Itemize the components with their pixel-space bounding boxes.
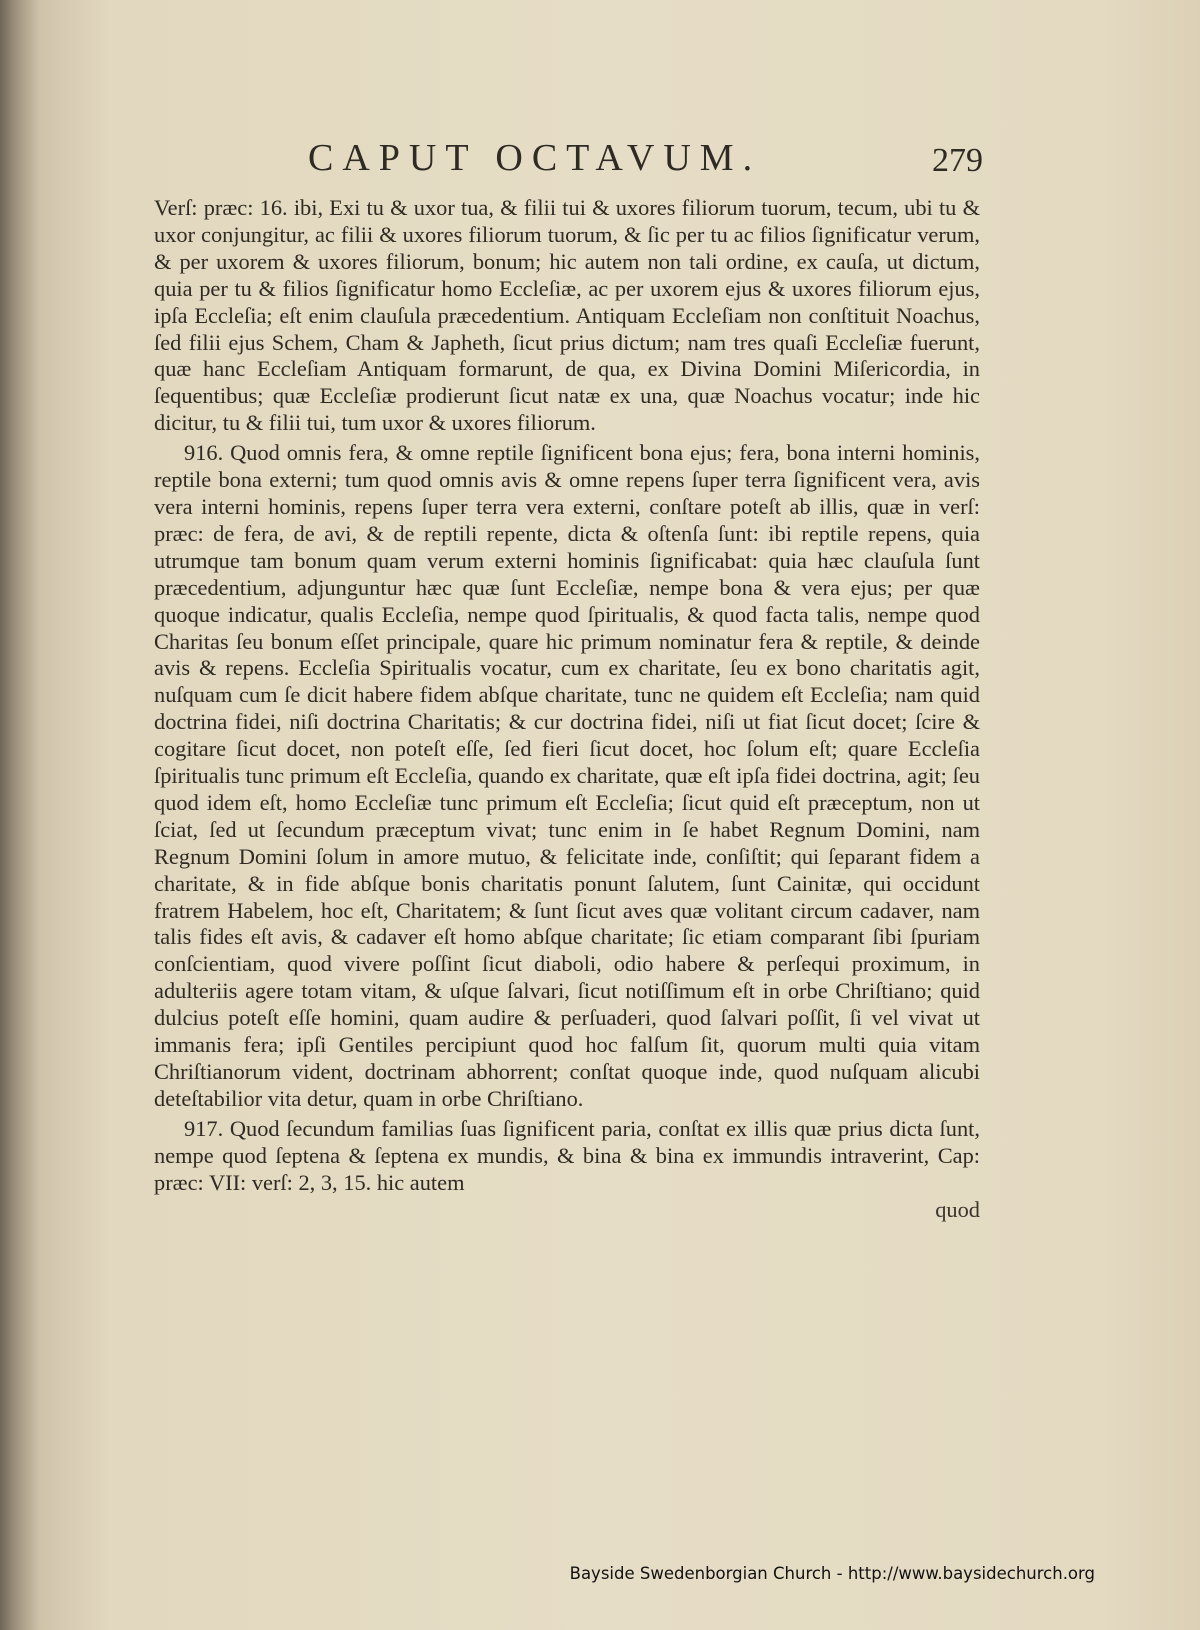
page-number: 279 bbox=[932, 142, 983, 179]
paragraph-917: 917. Quod ſecundum familias ſuas ſignificent paria, conſtat ex illis quæ prius dicta ſunt, nempe quod ſeptena & ſeptena ex mundis, & bina & bina ex immundis intraverint, Cap: præc: VII: verſ: 2, 3, 15. hic autem bbox=[154, 1115, 980, 1195]
paragraph-continuation: Verſ: præc: 16. ibi, Exi tu & uxor tua, & filii tui & uxores filiorum tuorum, tecum, ubi tu & uxor conjungitur, ac filii & uxores filiorum tuorum, & ſic per tu ac filios ſignificatur verum, & per uxorem & uxores filiorum, bonum; hic autem non tali ordine, ex cauſa, ut dictum, quia per tu & filios ſignificatur homo Eccleſiæ, ac per uxorem ejus & uxores filiorum ejus, ipſa Eccleſia; eſt enim clauſula præcedentium. Antiquam Eccleſiam non conſtituit Noachus, ſed filii ejus Schem, Cham & Japheth, ſicut prius dictum; nam tres quaſi Eccleſiæ fuerunt, quæ hanc Eccleſiam Antiquam formarunt, de qua, ex Divina Domini Miſericordia, in ſequentibus; quæ Eccleſiæ prodierunt ſicut natæ ex una, quæ Noachus vocatur; inde hic dicitur, tu & filii tui, tum uxor & uxores filiorum. bbox=[154, 195, 980, 436]
page-header bbox=[300, 136, 1000, 192]
catchword: quod bbox=[935, 1196, 980, 1222]
body-text bbox=[154, 195, 980, 1223]
running-head: CAPUT OCTAVUM. bbox=[308, 137, 762, 179]
paragraph-916: 916. Quod omnis fera, & omne reptile ſignificent bona ejus; fera, bona interni hominis, reptile bona externi; tum quod omnis avis & omne repens ſuper terra ſignificent vera, avis vera interni hominis, repens ſuper terra vera externi, conſtare poteſt ab illis, quæ in verſ: præc: de fera, de avi, & de reptili repente, dicta & oſtenſa ſunt: ibi reptile repens, quia utrumque tam bonum quam verum externi hominis ſignificabat: quia hæc clauſula ſunt præcedentium, adjunguntur hæc quæ ſunt Eccleſiæ, nempe bona & vera ejus; per quæ quoque indicatur, qualis Eccleſia, nempe quod ſpiritualis, & quod facta talis, nempe quod Charitas ſeu bonum eſſet principale, quare hic primum nominatur fera & reptile, & deinde avis & repens. Eccleſia Spiritualis vocatur, cum ex charitate, ſeu ex bono charitatis agit, nuſquam cum ſe dicit habere fidem abſque charitate, tunc ne quidem eſt Eccleſia; nam quid doctrina fidei, niſi doctrina Charitatis; & cur doctrina fidei, niſi ut fiat ſicut docet; ſcire & cogitare ſicut docet, non poteſt eſſe, ſed fieri ſicut docet, hoc ſolum eſt; quare Eccleſia ſpiritualis tunc primum eſt Eccleſia, quando ex charitate, quæ eſt ipſa fidei doctrina, agit; ſeu quod idem eſt, homo Eccleſiæ tunc primum eſt Eccleſia; ſicut quid eſt præceptum, non ut ſciat, ſed ut ſecundum præceptum vivat; tunc enim in ſe habet Regnum Domini, nam Regnum Domini ſolum in amore mutuo, & felicitate inde, conſiſtit; qui ſeparant fidem a charitate, & in fide abſque bonis charitatis ponunt ſalutem, ſunt Cainitæ, qui occidunt fratrem Habelem, hoc eſt, Charitatem; & ſunt ſicut aves quæ volitant circum cadaver, nam talis fides eſt avis, & cadaver eſt homo abſque charitate; ſic etiam comparant ſibi ſpuriam conſcientiam, quod vivere poſſint ſicut diaboli, odio habere & perſequi proximum, in adulteriis agere totam vitam, & uſque ſalvari, ſicut notiſſimum eſt in orbe Chriſtiano; quid dulcius poteſt eſſe homini, quam audire & perſuaderi, quod ſalvari poſſit, ſi vel vivat ut immanis fera; ipſi Gentiles percipiunt quod hoc falſum ſit, quorum multi quia vitam Chriſtianorum vident, doctrinam abhorrent; conſtat quoque inde, quod nuſquam alicubi deteſtabilior vita detur, quam in orbe Chriſtiano. bbox=[154, 440, 980, 1111]
footer-credit: Bayside Swedenborgian Church - http://www.baysidechurch.org bbox=[569, 1564, 1095, 1583]
